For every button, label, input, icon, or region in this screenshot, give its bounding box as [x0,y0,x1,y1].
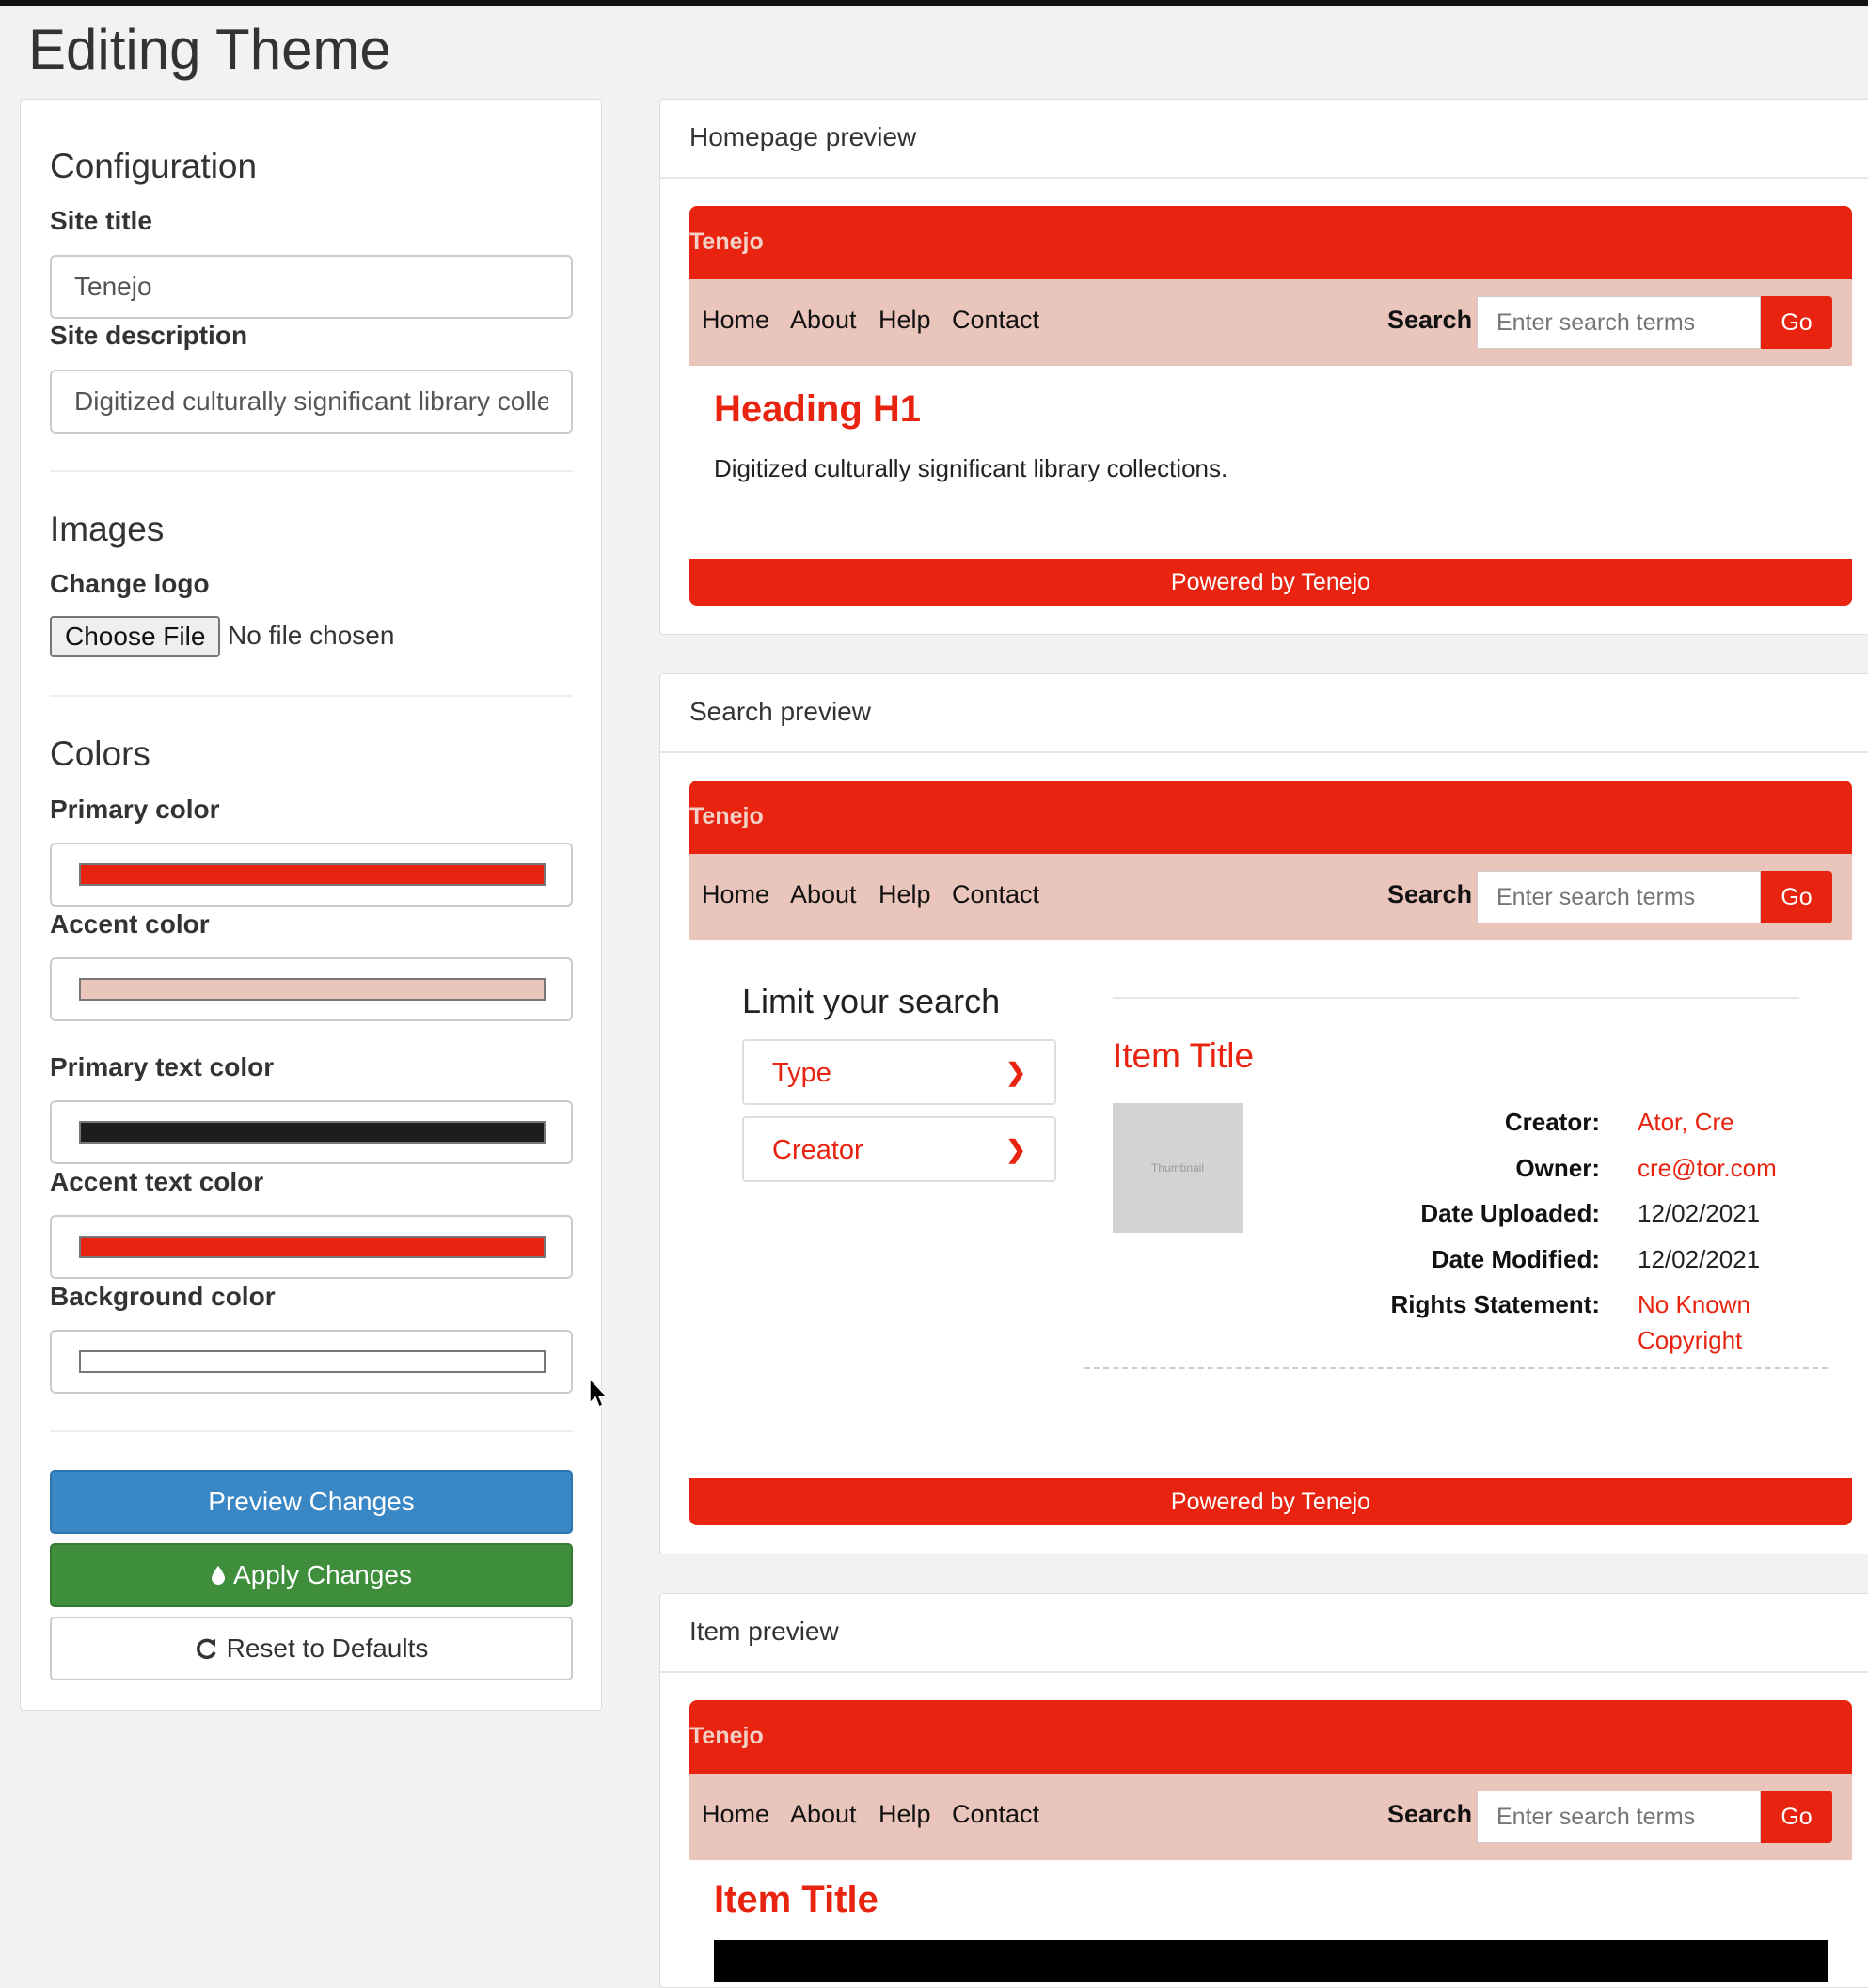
thumbnail-text: Thumbnail [1150,1161,1205,1175]
top-bar [0,0,1868,6]
item-title-heading: Item Title [714,1879,879,1920]
site-brand-bar [689,781,1852,854]
background-color-picker[interactable] [50,1330,573,1394]
nav-contact-link[interactable]: Contact [952,306,1040,334]
accent-color-label: Accent color [50,909,210,939]
search-preview-title: Search preview [689,697,871,726]
facet-type-label: Type [772,1058,831,1088]
reset-defaults-button[interactable] [50,1617,573,1680]
site-description-text: Digitized culturally significant library collections. [714,454,1228,482]
nav-home-link[interactable]: Home [702,880,770,908]
nav-about-link[interactable]: About [790,306,857,334]
choose-file-button[interactable]: Choose File [50,616,220,657]
nav-contact-link[interactable]: Contact [952,1800,1040,1828]
search-input[interactable] [1477,871,1761,923]
preview-changes-label: Preview Changes [208,1487,415,1516]
nav-help-link[interactable]: Help [879,880,931,908]
nav-home-link[interactable]: Home [702,306,770,334]
no-file-text: No file chosen [228,621,395,650]
meta-rights-value[interactable]: No Known [1638,1290,1750,1318]
chevron-right-icon: ❯ [1005,1058,1026,1086]
facet-creator-label: Creator [772,1135,863,1165]
accent-text-color-label: Accent text color [50,1167,264,1196]
result-separator [1084,1367,1828,1369]
homepage-preview-panel [659,99,1868,635]
item-preview-panel [659,1593,1868,1988]
panel-header [660,1594,1868,1673]
meta-owner-key: Owner: [1515,1154,1600,1182]
go-button[interactable]: Go [1761,296,1832,349]
images-heading: Images [50,510,165,548]
site-nav [689,1774,1852,1860]
search-label: Search [1387,1800,1473,1828]
apply-changes-button[interactable] [50,1543,573,1607]
homepage-preview-title: Homepage preview [689,122,917,151]
search-label: Search [1387,880,1473,908]
search-label: Search [1387,306,1473,334]
panel-header [660,674,1868,753]
site-nav [689,854,1852,940]
go-button[interactable]: Go [1761,871,1832,923]
divider [50,1430,573,1432]
site-brand-bar [689,1700,1852,1774]
item-viewer[interactable] [714,1940,1828,1982]
site-description-input[interactable] [50,370,573,434]
site-footer: Powered by Tenejo [689,1478,1852,1525]
site-preview [689,1700,1852,1982]
apply-changes-label: Apply Changes [233,1560,412,1589]
thumbnail[interactable] [1113,1103,1243,1233]
go-button[interactable]: Go [1761,1791,1832,1843]
meta-date-modified-key: Date Modified: [1431,1245,1600,1273]
nav-about-link[interactable]: About [790,880,857,908]
meta-date-uploaded-value: 12/02/2021 [1638,1199,1761,1227]
site-title-label: Site title [50,206,152,235]
panel-header [660,100,1868,179]
nav-help-link[interactable]: Help [879,1800,931,1828]
primary-text-color-swatch [79,1121,546,1144]
meta-owner-value[interactable]: cre@tor.com [1638,1154,1777,1182]
site-nav [689,279,1852,366]
primary-color-picker[interactable] [50,843,573,907]
search-input[interactable] [1477,296,1761,349]
site-brand: Tenejo [689,803,764,829]
refresh-icon [195,1636,219,1661]
heading-h1: Heading H1 [714,388,922,430]
accent-text-color-swatch [79,1236,546,1258]
meta-rights-value-line2[interactable]: Copyright [1638,1326,1743,1354]
item-preview-title: Item preview [689,1617,839,1646]
site-title-input[interactable] [50,255,573,319]
droplet-icon [211,1565,226,1586]
site-preview [689,206,1852,606]
divider [50,695,573,697]
meta-rights-key: Rights Statement: [1390,1290,1600,1318]
site-brand-bar [689,206,1852,279]
nav-about-link[interactable]: About [790,1800,857,1828]
item-title-link[interactable]: Item Title [1113,1036,1255,1075]
site-description-label: Site description [50,321,248,350]
accent-text-color-picker[interactable] [50,1215,573,1279]
meta-creator-value[interactable]: Ator, Cre [1638,1108,1734,1136]
theme-config-panel [20,99,602,1711]
accent-color-swatch [79,978,546,1001]
change-logo-label: Change logo [50,569,210,598]
reset-defaults-label: Reset to Defaults [226,1633,429,1663]
page-title: Editing Theme [28,18,391,81]
primary-color-swatch [79,863,546,886]
site-preview [689,781,1852,1525]
colors-heading: Colors [50,734,150,773]
configuration-heading: Configuration [50,147,258,185]
facet-type[interactable] [742,1039,1056,1105]
result-divider [1113,997,1799,999]
background-color-label: Background color [50,1282,276,1311]
nav-help-link[interactable]: Help [879,306,931,334]
facet-creator[interactable] [742,1116,1056,1182]
accent-color-picker[interactable] [50,957,573,1021]
search-preview-panel [659,673,1868,1554]
site-brand: Tenejo [689,229,764,255]
preview-changes-button[interactable] [50,1470,573,1534]
primary-color-label: Primary color [50,795,220,824]
chevron-right-icon: ❯ [1005,1135,1026,1163]
mouse-cursor-icon [589,1378,609,1410]
primary-text-color-picker[interactable] [50,1100,573,1164]
background-color-swatch [79,1350,546,1373]
divider [50,470,573,472]
site-brand: Tenejo [689,1723,764,1749]
meta-date-modified-value: 12/02/2021 [1638,1245,1761,1273]
limit-search-heading: Limit your search [742,982,1001,1020]
site-footer: Powered by Tenejo [689,559,1852,606]
meta-date-uploaded-key: Date Uploaded: [1420,1199,1600,1227]
meta-creator-key: Creator: [1504,1108,1600,1136]
search-input[interactable] [1477,1791,1761,1843]
nav-contact-link[interactable]: Contact [952,880,1040,908]
nav-home-link[interactable]: Home [702,1800,770,1828]
primary-text-color-label: Primary text color [50,1052,275,1081]
